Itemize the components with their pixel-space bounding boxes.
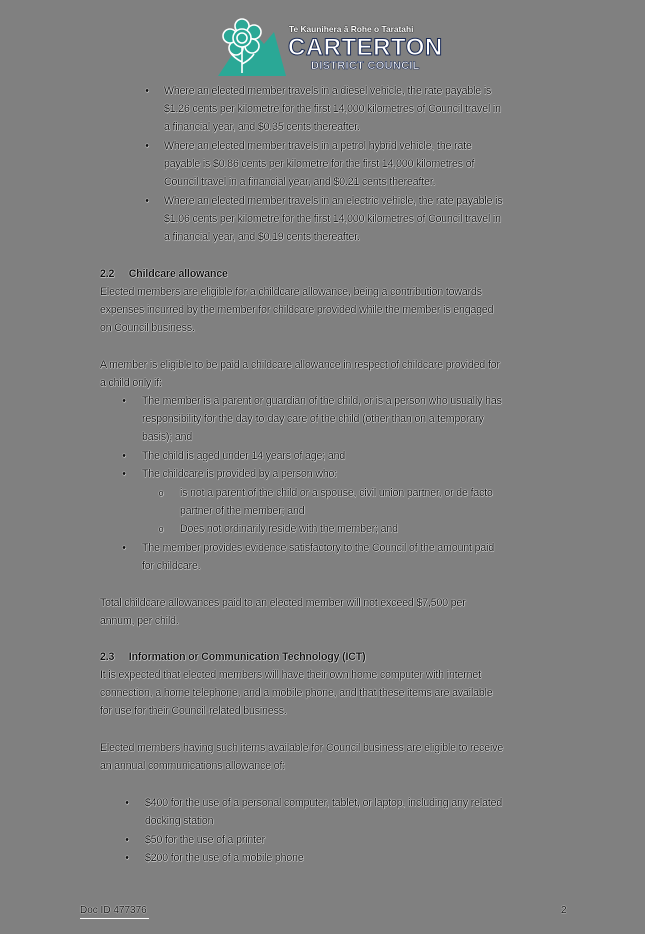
list-text: for childcare. — [142, 560, 201, 573]
list-text: Where an elected member travels in an electric vehicle, the rate payable is — [164, 195, 503, 207]
childcare-eligibility-intro — [100, 356, 500, 392]
list-text: The member provides evidence satisfactory to the Council of the amount paid — [142, 542, 495, 554]
paragraph-line: expenses incurred by the member for childcare provided while the member is engaged — [100, 304, 494, 317]
list-text: basis); and — [142, 431, 193, 444]
list-text: $50 for the use of a printer — [145, 834, 266, 846]
bullet-icon: • — [145, 140, 149, 152]
page-number: 2 — [561, 905, 567, 916]
list-text: docking station — [145, 815, 214, 828]
bullet-icon: • — [122, 450, 126, 462]
list-text: Where an elected member travels in a diesel vehicle, the rate payable is — [164, 85, 492, 97]
section-heading-2-3 — [100, 648, 366, 666]
paragraph-line: Total childcare allowances paid to an elected member will not exceed $7,500 per — [100, 597, 466, 609]
paragraph-line: on Council business. — [100, 322, 195, 335]
daffodil-mountain-icon — [216, 18, 288, 78]
list-text: responsibility for the day-to-day care of the child (other than on a temporary — [142, 413, 484, 426]
list-text: $1.26 cents per kilometre for the first 14,000 kilometres of Council travel in — [164, 103, 501, 116]
logo-tagline: Te Kaunihera ā Rohe o Taratahi — [289, 24, 414, 34]
paragraph-line: Elected members are eligible for a childcare allowance, being a contribution towards — [100, 286, 482, 298]
paragraph-line: an annual communications allowance of: — [100, 760, 286, 773]
list-text: payable is $0.86 cents per kilometre for the first 14,000 kilometres of — [164, 158, 475, 171]
childcare-intro — [100, 283, 493, 338]
list-text: The child is aged under 14 years of age; and — [142, 450, 346, 462]
list-text: Where an elected member travels in a petrol hybrid vehicle, the rate — [164, 140, 472, 152]
childcare-limit — [100, 594, 466, 630]
paragraph-line: connection, a home telephone, and a mobile phone, and that these items are available — [100, 687, 493, 700]
bullet-icon: • — [125, 834, 129, 846]
bullet-icon: • — [125, 797, 129, 809]
paragraph-line: It is expected that elected members will have their own home computer with internet — [100, 669, 481, 681]
circle-bullet-icon: o — [158, 488, 164, 498]
paragraph-line: for use for their Council-related business. — [100, 705, 287, 718]
paragraph-line: annum, per child. — [100, 615, 179, 628]
paragraph-line: A member is eligible to be paid a childcare allowance in respect of childcare provided for — [100, 359, 500, 371]
section-heading-2-2 — [100, 265, 228, 283]
list-text: partner of the member; and — [180, 505, 305, 518]
bullet-icon: • — [145, 85, 149, 97]
circle-bullet-icon: o — [158, 524, 164, 534]
logo-subtitle: DISTRICT COUNCIL — [311, 60, 420, 72]
bullet-icon: • — [122, 468, 126, 480]
list-text: a financial year, and $0.19 cents thereafter. — [164, 231, 360, 244]
section-title: Childcare allowance — [128, 268, 228, 280]
section-title: Information or Communication Technology (ICT) — [128, 651, 366, 663]
section-number: 2.2 — [100, 268, 115, 280]
ict-intro — [100, 666, 493, 721]
list-text: The childcare is provided by a person who: — [142, 468, 338, 480]
document-id: Doc ID 477376 — [80, 904, 149, 919]
logo-name: CARTERTON — [288, 34, 443, 61]
paragraph-line: Elected members having such items available for Council business are eligible to receive — [100, 742, 504, 754]
list-text: Council travel in a financial year, and $0.21 cents thereafter. — [164, 176, 436, 189]
bullet-icon: • — [125, 852, 129, 864]
bullet-icon: • — [145, 195, 149, 207]
list-text: $400 for the use of a personal computer, tablet, or laptop, including any related — [145, 797, 503, 809]
list-text: The member is a parent or guardian of the child, or is a person who usually has — [142, 395, 502, 407]
list-text: is not a parent of the child or a spouse, civil union partner, or de facto — [180, 487, 493, 499]
list-text: $1.06 cents per kilometre for the first 14,000 kilometres of Council travel in — [164, 213, 501, 226]
list-text: a financial year, and $0.35 cents thereafter. — [164, 121, 360, 134]
list-text: Does not ordinarily reside with the member; and — [180, 523, 398, 535]
bullet-icon: • — [122, 395, 126, 407]
bullet-icon: • — [122, 542, 126, 554]
council-logo — [216, 18, 443, 78]
section-number: 2.3 — [100, 651, 115, 663]
ict-eligibility — [100, 739, 503, 775]
paragraph-line: a child only if: — [100, 377, 162, 390]
list-text: $200 for the use of a mobile phone — [145, 852, 304, 864]
